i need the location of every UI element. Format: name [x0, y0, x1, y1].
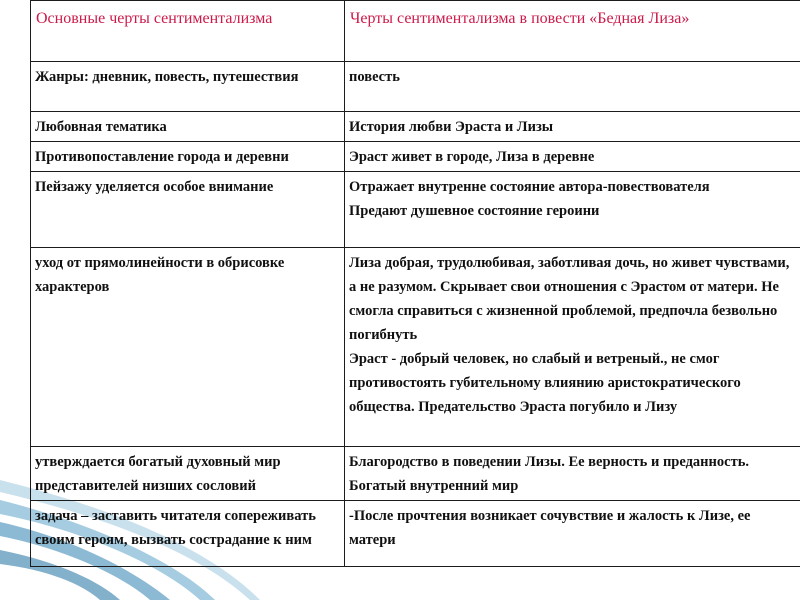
example-cell: [345, 447, 800, 501]
example-cell: [345, 172, 800, 248]
table-row: [31, 112, 800, 142]
feature-cell: уход от прямолинейности в обрисовке характеров: [31, 248, 345, 447]
feature-cell: задача – заставить читателя сопереживать своим героям, вызвать сострадание к ним: [31, 501, 345, 567]
table-row: [31, 248, 800, 447]
example-cell: [345, 501, 800, 567]
table-row: [31, 447, 800, 501]
example-line: -После прочтения возникает сочувствие и жалость к Лизе, ее матери: [349, 508, 751, 548]
example-line: Предают душевное состояние героини: [349, 203, 600, 219]
feature-cell: Жанры: дневник, повесть, путешествия: [31, 62, 345, 112]
example-line: Эраст - добрый человек, но слабый и ветреный., не смог противостоять губительному влиянию аристократического общества. Предательство Эраста погубило и Лизу: [349, 351, 741, 415]
example-line: История любви Эраста и Лизы: [349, 119, 554, 135]
example-cell: [345, 62, 800, 112]
feature-cell: Противопоставление города и деревни: [31, 142, 345, 172]
feature-cell: Любовная тематика: [31, 112, 345, 142]
example-cell: [345, 248, 800, 447]
table-row: [31, 501, 800, 567]
table-row: [31, 172, 800, 248]
example-line: Лиза добрая, трудолюбивая, заботливая дочь, но живет чувствами, а не разумом. Скрывает свои отношения с Эрастом от матери. Не смогла справиться с жизненной проблемой, предпочла безвольно погибнуть: [349, 255, 790, 343]
example-line: Эраст живет в городе, Лиза в деревне: [349, 149, 595, 165]
example-line: повесть: [349, 69, 400, 85]
table-row: [31, 62, 800, 112]
example-line: Отражает внутренне состояние автора-повествователя: [349, 179, 710, 195]
header-features: Основные черты сентиментализма: [31, 1, 345, 62]
feature-cell: Пейзажу уделяется особое внимание: [31, 172, 345, 248]
feature-cell: утверждается богатый духовный мир представителей низших сословий: [31, 447, 345, 501]
example-line: Благородство в поведении Лизы. Ее верность и преданность. Богатый внутренний мир: [349, 454, 749, 494]
table-row: [31, 142, 800, 172]
comparison-table: [30, 0, 800, 567]
table-header-row: [31, 1, 800, 62]
example-cell: [345, 112, 800, 142]
header-examples: Черты сентиментализма в повести «Бедная Лиза»: [345, 1, 800, 62]
example-cell: [345, 142, 800, 172]
